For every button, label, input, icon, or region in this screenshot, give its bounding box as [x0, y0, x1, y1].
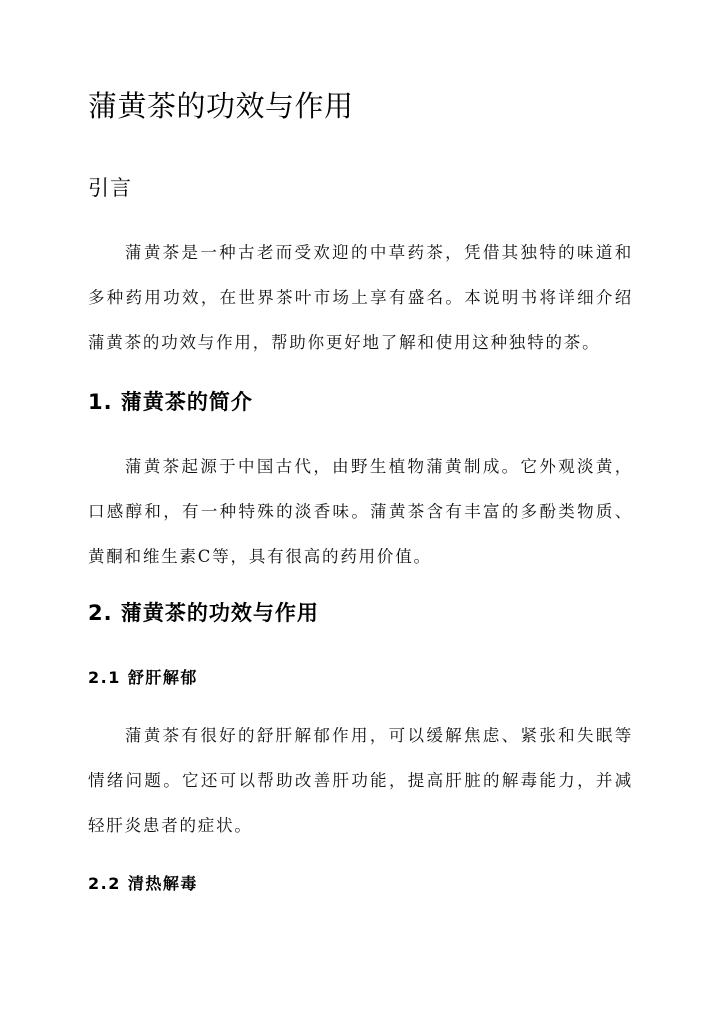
section-heading-intro: 引言 [88, 176, 132, 200]
paragraph-liver: 蒲黄茶有很好的舒肝解郁作用，可以缓解焦虑、紧张和失眠等情绪问题。它还可以帮助改善肝功能，提高肝脏的解毒能力，并减轻肝炎患者的症状。 [88, 726, 633, 835]
document-title: 蒲黄茶的功效与作用 [88, 89, 354, 123]
subsection-heading-liver: 2.1 舒肝解郁 [88, 668, 198, 687]
paragraph-intro: 蒲黄茶是一种古老而受欢迎的中草药茶，凭借其独特的味道和多种药用功效，在世界茶叶市场上享有盛名。本说明书将详细介绍蒲黄茶的功效与作用，帮助你更好地了解和使用这种独特的茶。 [88, 243, 633, 352]
subsection-heading-detox: 2.2 清热解毒 [88, 874, 198, 893]
section-heading-overview: 1. 蒲黄茶的简介 [88, 390, 253, 414]
section-heading-effects: 2. 蒲黄茶的功效与作用 [88, 601, 319, 625]
paragraph-overview: 蒲黄茶起源于中国古代，由野生植物蒲黄制成。它外观淡黄，口感醇和，有一种特殊的淡香味。蒲黄茶含有丰富的多酚类物质、黄酮和维生素C等，具有很高的药用价值。 [88, 457, 633, 566]
